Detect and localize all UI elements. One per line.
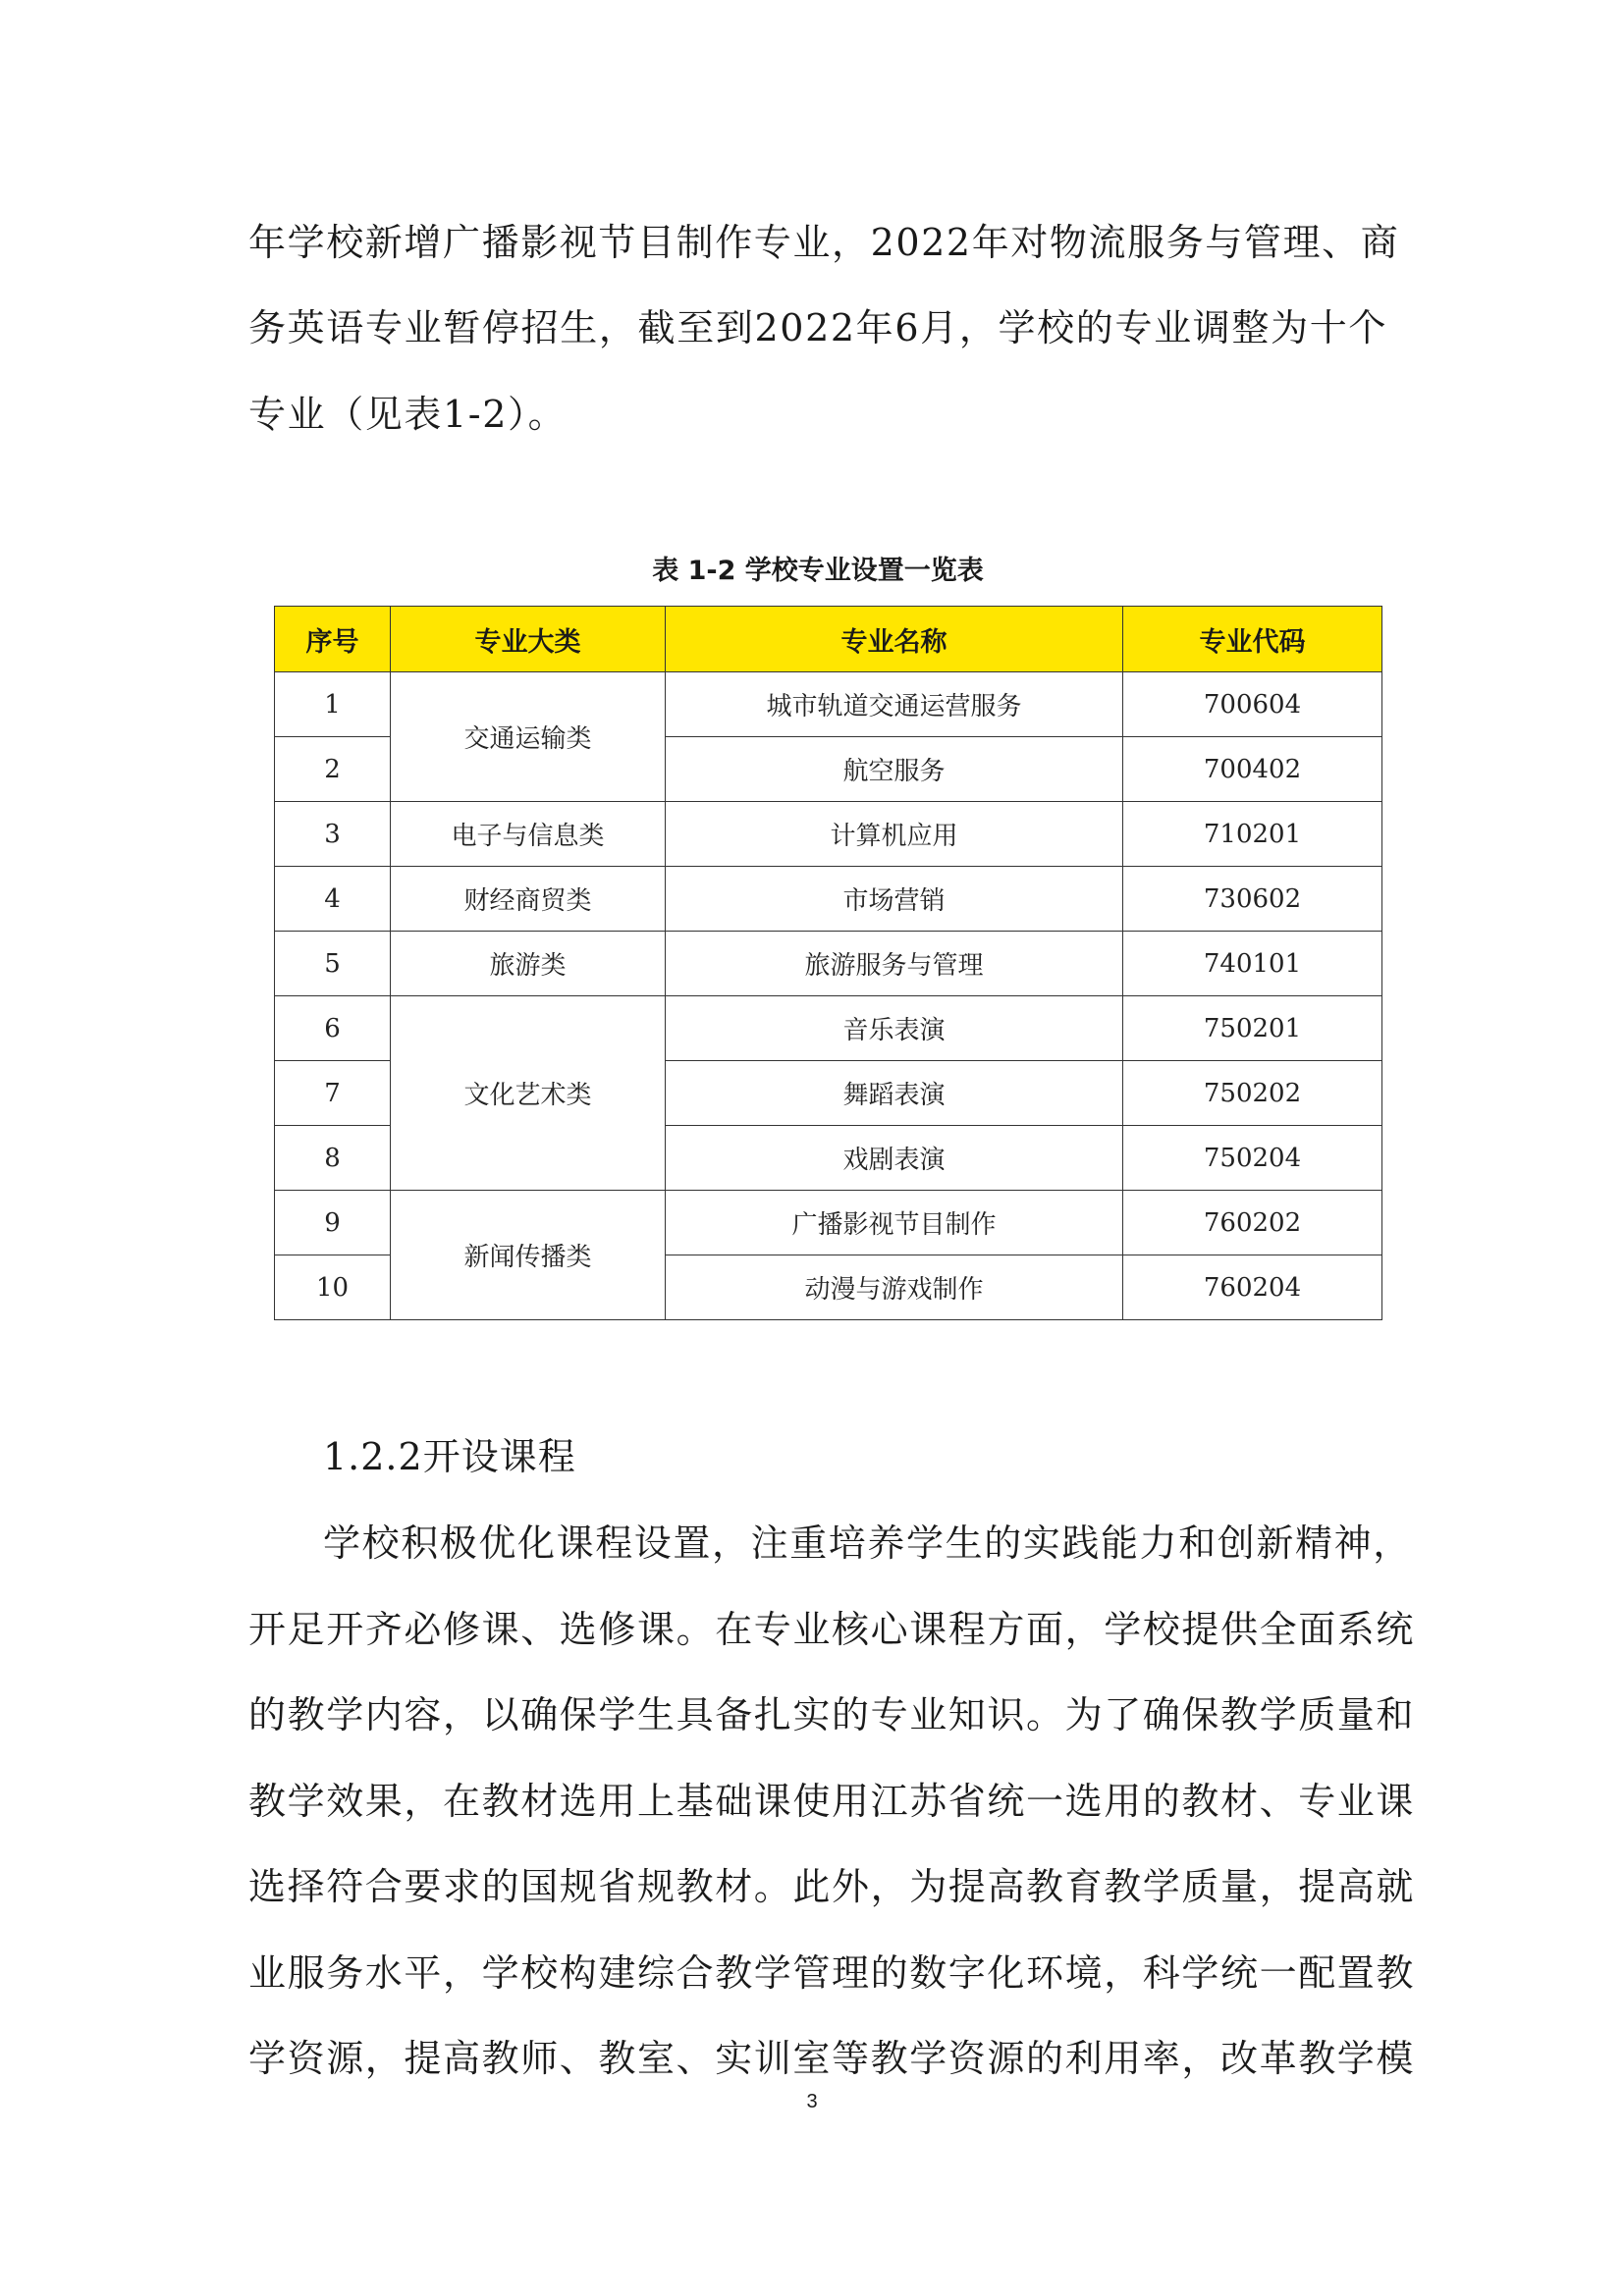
table-row (275, 932, 1382, 996)
major-name-cell: 航空服务 (666, 737, 1123, 802)
row-serial: 8 (275, 1126, 391, 1191)
major-code-cell: 700402 (1123, 737, 1382, 802)
major-code-cell: 750202 (1123, 1061, 1382, 1126)
major-name-cell: 旅游服务与管理 (666, 932, 1123, 996)
major-code-cell: 700604 (1123, 672, 1382, 737)
row-serial: 6 (275, 996, 391, 1061)
body-line-2: 开足开齐必修课、选修课。在专业核心课程方面，学校提供全面系统 (248, 1608, 1416, 1651)
table-row (275, 867, 1382, 932)
header-major-name: 专业名称 (666, 607, 1123, 672)
section-heading: 1.2.2开设课程 (323, 1435, 576, 1478)
major-code-cell: 750201 (1123, 996, 1382, 1061)
body-line-5: 选择符合要求的国规省规教材。此外，为提高教育教学质量，提高就 (248, 1865, 1416, 1908)
table-row (275, 802, 1382, 867)
table-header-row (275, 607, 1382, 672)
page-number: 3 (806, 2091, 818, 2112)
category-cell: 财经商贸类 (391, 867, 666, 932)
table-row (275, 996, 1382, 1061)
major-name-cell: 城市轨道交通运营服务 (666, 672, 1123, 737)
intro-line-1: 年学校新增广播影视节目制作专业，2022年对物流服务与管理、商 (248, 221, 1400, 264)
intro-line-3: 专业（见表1-2）。 (248, 393, 568, 436)
category-cell: 旅游类 (391, 932, 666, 996)
major-code-cell: 760204 (1123, 1255, 1382, 1320)
major-code-cell: 750204 (1123, 1126, 1382, 1191)
major-name-cell: 音乐表演 (666, 996, 1123, 1061)
intro-line-2: 务英语专业暂停招生，截至到2022年6月，学校的专业调整为十个 (248, 306, 1387, 349)
major-name-cell: 计算机应用 (666, 802, 1123, 867)
row-serial: 7 (275, 1061, 391, 1126)
body-line-1: 学校积极优化课程设置，注重培养学生的实践能力和创新精神， (323, 1522, 1412, 1565)
major-code-cell: 710201 (1123, 802, 1382, 867)
major-settings-table (274, 606, 1382, 1320)
major-name-cell: 广播影视节目制作 (666, 1191, 1123, 1255)
row-serial: 2 (275, 737, 391, 802)
row-serial: 4 (275, 867, 391, 932)
header-serial: 序号 (275, 607, 391, 672)
major-name-cell: 市场营销 (666, 867, 1123, 932)
row-serial: 9 (275, 1191, 391, 1255)
row-serial: 3 (275, 802, 391, 867)
category-cell: 文化艺术类 (391, 996, 666, 1191)
table-row (275, 672, 1382, 737)
category-cell: 电子与信息类 (391, 802, 666, 867)
body-line-3: 的教学内容，以确保学生具备扎实的专业知识。为了确保教学质量和 (248, 1693, 1416, 1736)
major-name-cell: 动漫与游戏制作 (666, 1255, 1123, 1320)
body-line-4: 教学效果，在教材选用上基础课使用江苏省统一选用的教材、专业课 (248, 1780, 1416, 1823)
category-cell: 新闻传播类 (391, 1191, 666, 1320)
major-code-cell: 760202 (1123, 1191, 1382, 1255)
table-caption: 表 1-2 学校专业设置一览表 (652, 556, 984, 586)
body-line-6: 业服务水平，学校构建综合教学管理的数字化环境，科学统一配置教 (248, 1951, 1416, 1995)
header-major-code: 专业代码 (1123, 607, 1382, 672)
major-code-cell: 730602 (1123, 867, 1382, 932)
table-row (275, 1191, 1382, 1255)
header-category: 专业大类 (391, 607, 666, 672)
row-serial: 1 (275, 672, 391, 737)
row-serial: 10 (275, 1255, 391, 1320)
row-serial: 5 (275, 932, 391, 996)
body-line-7: 学资源，提高教师、教室、实训室等教学资源的利用率，改革教学模 (248, 2037, 1416, 2080)
major-name-cell: 戏剧表演 (666, 1126, 1123, 1191)
major-name-cell: 舞蹈表演 (666, 1061, 1123, 1126)
major-code-cell: 740101 (1123, 932, 1382, 996)
category-cell: 交通运输类 (391, 672, 666, 802)
